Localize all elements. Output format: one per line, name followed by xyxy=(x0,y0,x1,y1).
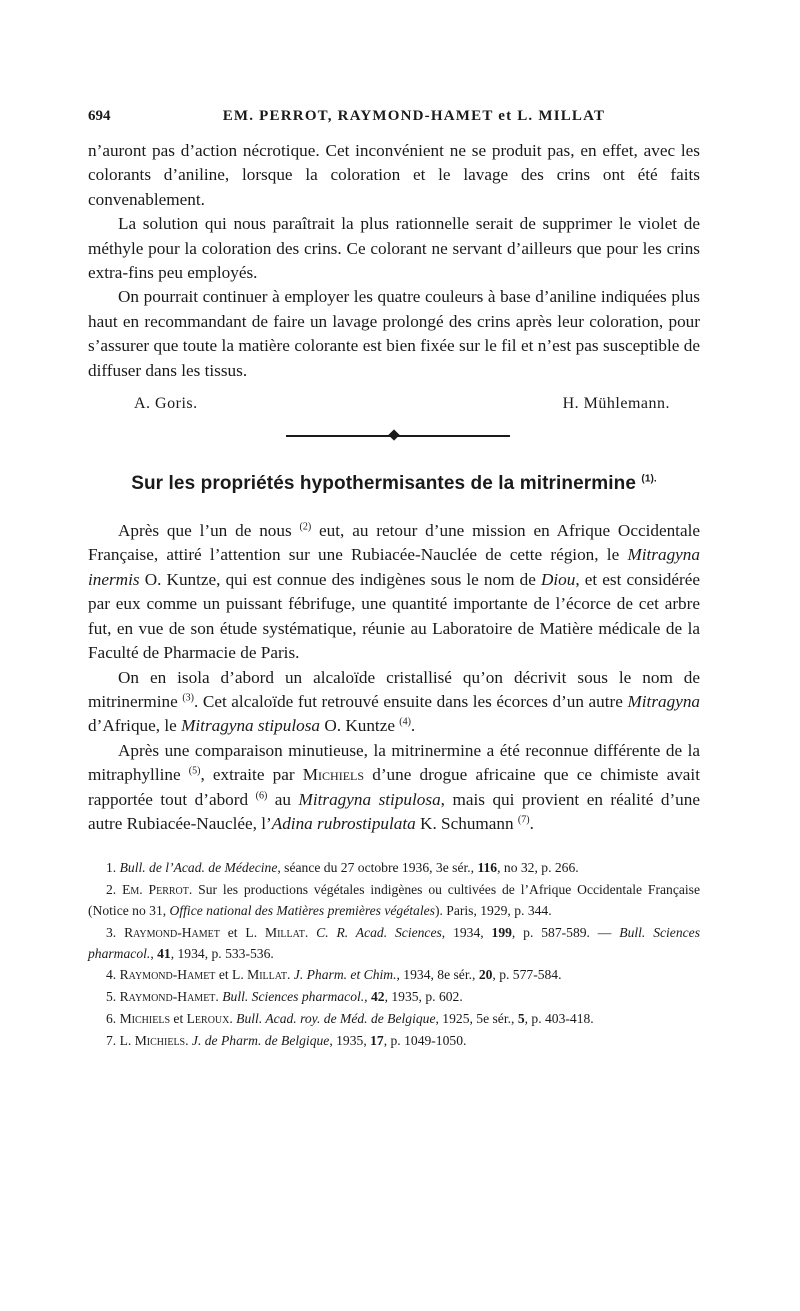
footnote-text: Millat xyxy=(247,967,287,983)
footnote-text: ). Paris, 1929, p. 344. xyxy=(434,902,552,918)
footnote-ref[interactable]: (1). xyxy=(641,473,657,485)
text-run: O. Kuntze, qui est connue des indigènes sous le nom de xyxy=(139,569,541,589)
footnote xyxy=(88,987,700,1008)
page xyxy=(88,108,700,1052)
footnote-number: 1. xyxy=(106,860,120,876)
footnote-text: Raymond-Hamet xyxy=(124,924,220,940)
footnote-ref[interactable]: (3) xyxy=(182,692,194,704)
footnote-text: et L. xyxy=(215,967,248,983)
text-run: , et est considérée par eux comme un puissant fébrifuge, une quantité importante de l’écorce de cet arbre fut, en vue de son étude systématique, réunie au Laboratoire de Matière médicale de la Faculté de Pharmacie de Paris. xyxy=(88,569,701,663)
text-run: , extraite par xyxy=(200,765,303,785)
footnote-text: Leroux xyxy=(186,1010,230,1026)
species-name: Mitragyna stipulosa xyxy=(181,716,321,736)
article-title xyxy=(88,473,700,495)
footnote-number: 4. xyxy=(106,967,120,983)
section-separator xyxy=(286,429,510,443)
footnote-number: 2. xyxy=(106,882,123,898)
footnote-text: C. R. Acad. Sciences xyxy=(316,924,442,940)
species-name: Adina rubrostipulata xyxy=(271,813,416,833)
footnote-text: . xyxy=(287,967,294,983)
text-run: eut, au retour d’une mission en Afrique Occidentale Française, attiré l’attention sur une Rubiacée-Nauclée de cette région, le xyxy=(88,521,700,565)
paragraph xyxy=(88,519,700,665)
footnote-text: , 1935, p. 602. xyxy=(384,989,463,1005)
footnote-text: , 1934, 8e sér., xyxy=(396,967,479,983)
footnote xyxy=(88,880,700,922)
running-head xyxy=(88,108,700,125)
footnote-ref[interactable]: (5) xyxy=(188,765,201,777)
footnote-text: , p. 1049-1050. xyxy=(383,1032,467,1048)
footnote-number: 6. xyxy=(106,1010,120,1026)
footnote-text: Raymond-Hamet xyxy=(119,989,216,1005)
footnote-text: . Sur les productions végétales indigènes ou cultivées de l’Afrique Occidentale Française (Notice no 31, xyxy=(88,882,701,918)
footnote-text: , 1935, xyxy=(329,1032,371,1048)
footnote xyxy=(88,1031,700,1052)
footnote-text: , 1925, 5e sér., xyxy=(435,1010,518,1026)
footnote-text: . xyxy=(185,1032,192,1048)
text-run: O. Kuntze xyxy=(320,716,400,736)
text-run: On en isola d’abord un alcaloïde cristallisé qu’on décrivit sous le nom de mitrinermine xyxy=(88,667,700,711)
footnote-text: Bull. Acad. roy. de Méd. de Belgique xyxy=(236,1010,436,1026)
footnote xyxy=(88,1009,700,1030)
paragraph: n’auront pas d’action nécrotique. Cet inconvénient ne se produit pas, en effet, avec les colorants d’aniline, lorsque la coloration et le lavage des crins ont été faits convenablement. xyxy=(88,141,700,209)
paragraph: La solution qui nous paraîtrait la plus rationnelle serait de supprimer le violet de méthyle pour la coloration des crins. Ce colorant ne servant d’ailleurs que pour les crins extra-fins peu employés. xyxy=(88,214,700,283)
text-run: au xyxy=(267,789,299,809)
text-run: Après une comparaison minutieuse, la mitrinermine a été reconnue différente de la mitraphylline xyxy=(88,740,700,785)
footnote-text: Bull. de l’Acad. de Médecine xyxy=(119,860,278,876)
text-run: K. Schumann xyxy=(415,813,518,833)
diamond-icon xyxy=(388,429,399,440)
text-run: . Cet alcaloïde fut retrouvé ensuite dans les écorces d’un autre xyxy=(193,691,628,711)
footnote-text: , 1934, xyxy=(441,924,492,940)
vernacular-name: Diou xyxy=(540,569,576,589)
footnote-text: J. de Pharm. de Belgique xyxy=(191,1032,330,1048)
footnote-text: Office national des Matières premières végétales xyxy=(169,902,435,918)
species-name: Mitragyna stipulosa xyxy=(298,789,441,809)
footnote-text: 116 xyxy=(477,860,498,876)
footnote-ref[interactable]: (2) xyxy=(299,521,312,533)
page-number: 694 xyxy=(88,108,111,124)
genus-name: Mitragyna xyxy=(627,691,701,711)
footnote-ref[interactable]: (7) xyxy=(517,814,530,826)
footnote-text: 42 xyxy=(370,989,385,1005)
footnote-text: . xyxy=(229,1010,237,1026)
footnote-text: J. Pharm. et Chim. xyxy=(293,967,397,983)
footnote-ref[interactable]: (6) xyxy=(255,789,268,801)
paragraph xyxy=(88,739,700,837)
signature-goris: A. Goris. xyxy=(134,395,198,413)
footnotes xyxy=(88,858,700,1051)
footnote-text: Bull. Sciences pharmacol. xyxy=(222,989,365,1005)
footnote-text: 41 xyxy=(157,945,171,961)
text-run: . xyxy=(529,813,534,833)
signatures xyxy=(134,395,670,413)
footnote-text: et L. xyxy=(219,924,266,940)
footnote-text: L. xyxy=(119,1032,135,1048)
footnote-text: , séance du 27 octobre 1936, 3e sér., xyxy=(277,860,478,876)
footnote-number: 7. xyxy=(106,1032,120,1048)
footnote-text: , p. 587-589. — xyxy=(511,924,620,940)
footnote-text: , no 32, p. 266. xyxy=(497,860,579,876)
footnote xyxy=(88,858,700,879)
author-name: Michiels xyxy=(302,765,365,785)
footnote-number: 3. xyxy=(106,924,125,940)
footnote-text: 5 xyxy=(517,1010,525,1026)
paragraph: On pourrait continuer à employer les quatre couleurs à base d’aniline indiquées plus haut en recommandant de faire un lavage prolongé des crins après leur coloration, pour s’assurer que toute la matière colorante est bien fixée sur le fil et n’est pas susceptible de diffuser dans les tissus. xyxy=(88,287,700,380)
footnote-text: . xyxy=(215,989,223,1005)
footnote-text: 199 xyxy=(491,924,512,940)
footnote-text: 20 xyxy=(478,967,493,983)
footnote-ref[interactable]: (4) xyxy=(399,716,411,728)
text-run: d’Afrique, le xyxy=(88,716,182,736)
footnote xyxy=(88,965,700,986)
article-title-text: Sur les propriétés hypothermisantes de la mitrinermine xyxy=(131,473,637,495)
footnote-text: , xyxy=(364,989,371,1005)
footnote-text: Bull. Sciences pharmacol. xyxy=(88,924,700,961)
text-run: Après que l’un de nous xyxy=(118,521,300,541)
footnote-text: Em. Perrot xyxy=(122,882,189,898)
footnote-text: , 1934, p. 533-536. xyxy=(170,945,274,961)
footnote-text: Michiels xyxy=(119,1010,171,1026)
footnote-text: Raymond-Hamet xyxy=(119,967,216,983)
signature-muhlemann: H. Mühlemann. xyxy=(562,395,670,413)
text-run: d’une drogue africaine que ce chimiste avait rapportée tout d’abord xyxy=(88,765,700,809)
footnote-text: 17 xyxy=(370,1032,384,1048)
species-name: Mitragyna inermis xyxy=(88,545,700,589)
footnote-text: Millat xyxy=(265,924,305,940)
footnote-text: , p. 403-418. xyxy=(524,1010,594,1026)
paragraph xyxy=(88,666,700,739)
footnote-text: Michiels xyxy=(134,1032,186,1048)
footnote-text: . xyxy=(304,924,317,940)
footnote-text: et xyxy=(170,1010,187,1026)
running-head-authors: EM. PERROT, RAYMOND-HAMET et L. MILLAT xyxy=(222,108,606,124)
text-run: . xyxy=(410,716,416,736)
footnote xyxy=(88,923,700,965)
footnote-number: 5. xyxy=(106,989,120,1005)
footnote-text: , xyxy=(150,945,158,961)
text-run: , mais qui provient en réalité d’une autre Rubiacée-Nauclée, l’ xyxy=(88,789,700,833)
footnote-text: , p. 577-584. xyxy=(492,967,562,983)
